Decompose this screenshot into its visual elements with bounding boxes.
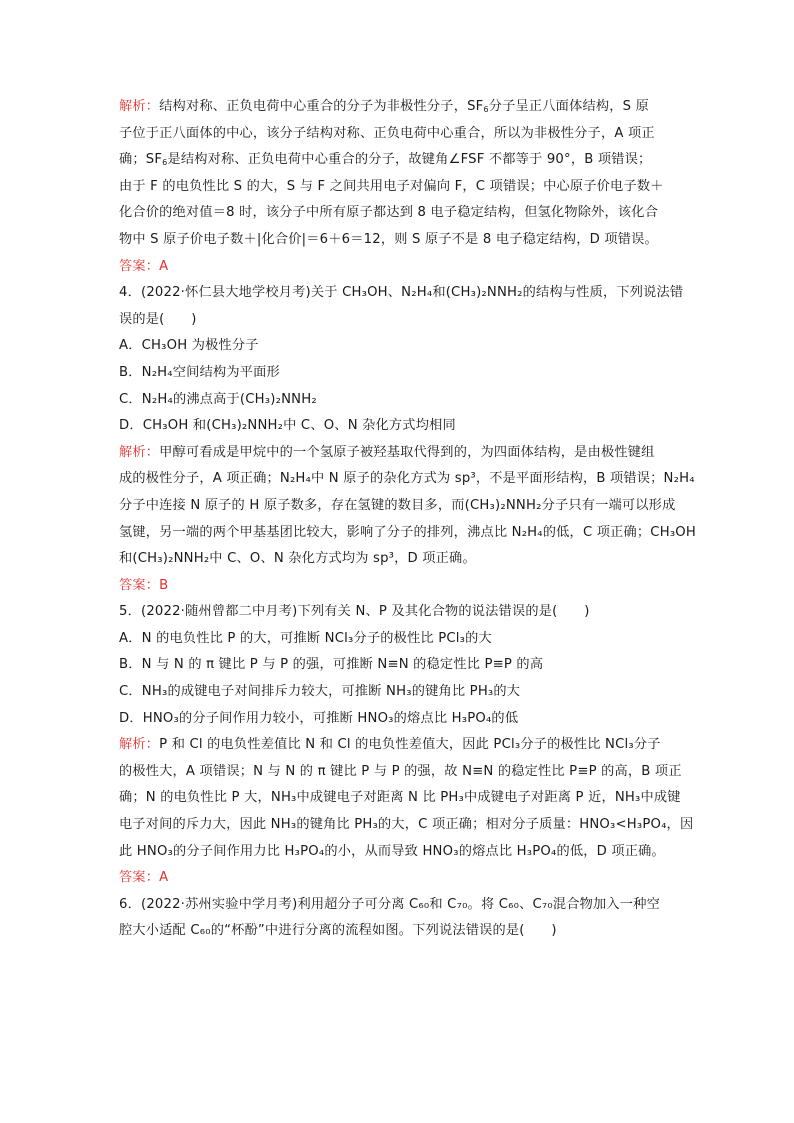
q3-analysis-line-3: 确；$SF_6$是结构对称、正负电荷中心重合的分子，故键角∠FSF 不都等于 90°，B 项错误； (119, 152, 652, 168)
q5-analysis-line-1: 解析：P 和 Cl 的电负性差值比 N 和 Cl 的电负性差值大，因此 PCl₃分子的极性比 NCl₃分子 (119, 737, 661, 753)
q3-analysis-line-2: 子位于正八面体的中心，该分子结构对称、正负电荷中心重合，所以为非极性分子，A 项正 (119, 125, 655, 141)
q4-answer: 答案：B (119, 577, 169, 593)
q4-analysis-line-1: 解析：甲醇可看成是甲烷中的一个氢原子被羟基取代得到的，为四面体结构，是由极性键组 (119, 444, 655, 460)
q4-analysis-line-2: 成的极性分子，A 项正确；N₂H₄中 N 原子的杂化方式为 sp³，不是平面形结构，B 项错误；N₂H₄ (119, 471, 695, 487)
q3-analysis-line-1: 解析：结构对称、正负电荷中心重合的分子为非极性分子，$SF_6$分子呈正八面体结构，S 原 (119, 99, 649, 114)
q3-analysis-line-4: 由于 F 的电负性比 S 的大，S 与 F 之间共用电子对偏向 F，C 项错误；中心原子价电子数＋ (119, 178, 664, 194)
q5-analysis-line-5: 此 HNO₃的分子间作用力比 H₃PO₄的小，从而导致 HNO₃的熔点比 H₃PO₄的低，D 项正确。 (119, 843, 665, 859)
q5-option-c: C．NH₃的成键电子对间排斥力较大，可推断 NH₃的键角比 PH₃的大 (119, 684, 521, 700)
q4-option-b: B．N₂H₄空间结构为平面形 (119, 364, 280, 380)
q3-analysis-line-5: 化合价的绝对值＝8 时，该分子中所有原子都达到 8 电子稳定结构，但氢化物除外，该化合 (119, 205, 659, 221)
q6-stem-line-2: 腔大小适配 C₆₀的“杯酚”中进行分离的流程如图。下列说法错误的是( ) (119, 923, 557, 939)
analysis-label: 解析： (119, 444, 160, 460)
q4-analysis-line-5: 和(CH₃)₂NNH₂中 C、O、N 杂化方式均为 sp³，D 项正确。 (119, 551, 476, 567)
analysis-label: 解析： (119, 99, 160, 114)
document-page (119, 94, 697, 945)
q4-stem-line-1: 4．(2022·怀仁县大地学校月考)关于 CH₃OH、N₂H₄和(CH₃)₂NNH₂的结构与性质，下列说法错 (119, 285, 684, 301)
q5-analysis-line-4: 电子对间的斥力大，因此 NH₃的键角比 PH₃的大，C 项正确；相对分子质量：HNO₃<H₃PO₄，因 (119, 817, 694, 833)
q4-option-a: A．CH₃OH 为极性分子 (119, 338, 259, 354)
q4-option-c: C．N₂H₄的沸点高于(CH₃)₂NNH₂ (119, 391, 317, 407)
q4-stem-line-2: 误的是( ) (119, 311, 197, 327)
q4-analysis-line-4: 氢键，另一端的两个甲基基团比较大，影响了分子的排列，沸点比 N₂H₄的低，C 项正确；CH₃OH (119, 524, 697, 540)
q6-stem-line-1: 6．(2022·苏州实验中学月考)利用超分子可分离 C₆₀和 C₇₀。将 C₆₀、C₇₀混合物加入一种空 (119, 896, 660, 912)
q5-analysis-line-2: 的极性大，A 项错误；N 与 N 的 π 键比 P 与 P 的强，故 N≡N 的稳定性比 P≡P 的高，B 项正 (119, 763, 682, 779)
q5-option-b: B．N 与 N 的 π 键比 P 与 P 的强，可推断 N≡N 的稳定性比 P≡P 的高 (119, 657, 544, 673)
q5-analysis-line-3: 确；N 的电负性比 P 大，NH₃中成键电子对距离 N 比 PH₃中成键电子对距离 P 近，NH₃中成键 (119, 790, 681, 806)
q4-option-d: D．CH₃OH 和(CH₃)₂NNH₂中 C、O、N 杂化方式均相同 (119, 418, 456, 434)
q3-analysis-line-6: 物中 S 原子价电子数＋|化合价|＝6＋6＝12，则 S 原子不是 8 电子稳定结构，D 项错误。 (119, 231, 658, 247)
q5-answer: 答案：A (119, 870, 169, 886)
q3-answer: 答案：A (119, 258, 169, 274)
q5-stem: 5．(2022·随州曾都二中月考)下列有关 N、P 及其化合物的说法错误的是( ) (119, 604, 590, 620)
q5-option-a: A．N 的电负性比 P 的大，可推断 NCl₃分子的极性比 PCl₃的大 (119, 630, 492, 646)
q5-option-d: D．HNO₃的分子间作用力较小，可推断 HNO₃的熔点比 H₃PO₄的低 (119, 710, 519, 726)
analysis-label: 解析： (119, 737, 160, 753)
q4-analysis-line-3: 分子中连接 N 原子的 H 原子数多，存在氢键的数目多，而(CH₃)₂NNH₂分子只有一端可以形成 (119, 497, 676, 513)
